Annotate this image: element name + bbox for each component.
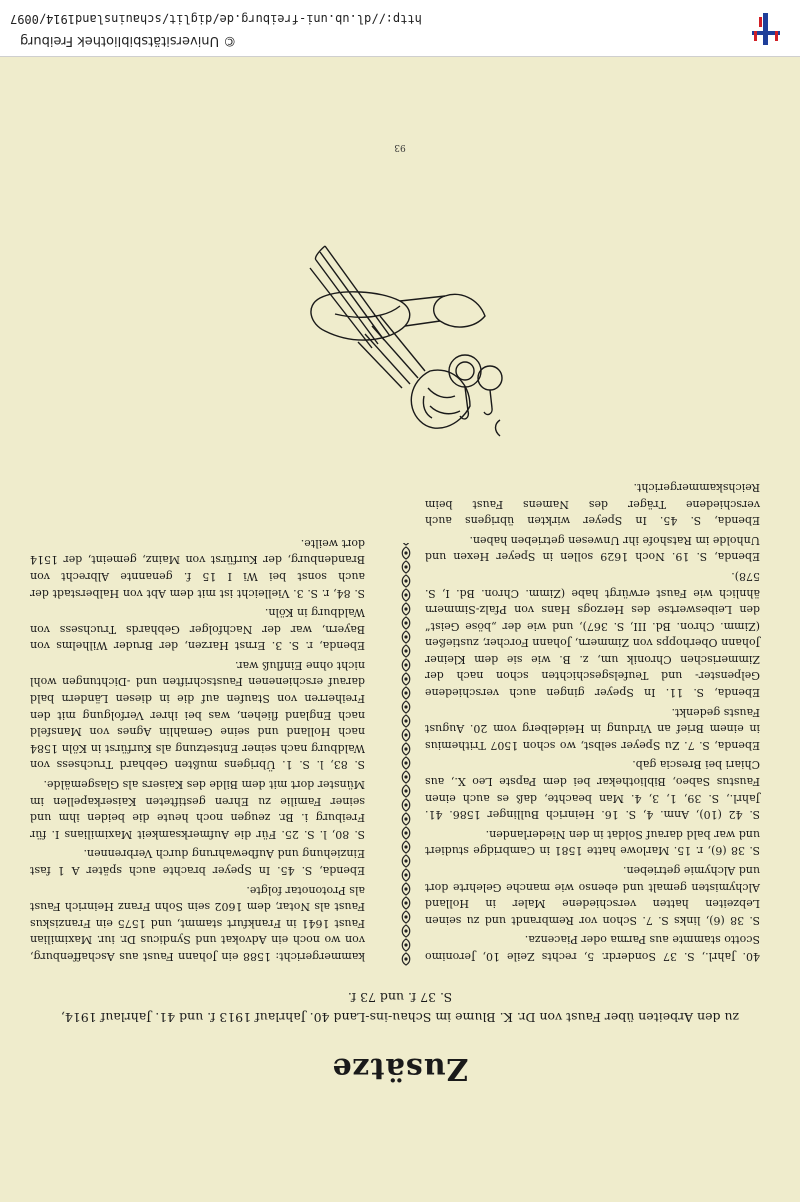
- copyright-credit: © Universitätsbibliothek Freiburg: [20, 33, 237, 48]
- paragraph: S. 42 (10), Anm. 4, S. 16. Heinrich Bullinger 1586. 41. Jahrl., S. 39, 1, 3, 4. Man beachte, daß es auch einen Faustus Sabeo, Bibliothekar bei dem Papste Leo X., aus Chiari bei Brescia gab.: [425, 758, 760, 822]
- paragraph: kammergericht: 1588 ein Johann Faust aus Aschaffenburg, von wo noch ein Advokat und Syndicus Dr. iur. Maximilian Faust 1641 in Frankfurt stammt, und 1575 ein Franziskus Faust als Notar, dem 1602 sein Sohn Franz Heinrich Faust als Protonotar folgte.: [30, 883, 365, 963]
- page-subtitle: zu den Arbeiten über Faust von Dr. K. Blume im Schau-ins-Land 40. Jahrlauf 1913 f. und 41. Jahrlauf 1914, S. 37 f. und 73 f.: [60, 990, 740, 1025]
- paragraph: Ebenda, S. 7. Zu Speyer selbst, wo schon 1507 Trithemius in einem Brief an Virdung in Heidelberg vom 20. August Fausts gedenkt.: [425, 705, 760, 752]
- paragraph: Ebenda, S. 45. In Speyer wirkten übrigens auch verschiedene Träger des Namens Faust beim Reichskammergericht.: [425, 480, 760, 528]
- paragraph: S. 80, l. S. 25. Für die Aufmerksamkeit Maximilians I. für Freiburg i. Br. zeugen noch heute die beiden ihm und seiner Familie zu Ehren gestifteten Kaiserkapellen im Münster dort mit dem Bilde des Kaisers als Glasgemälde.: [30, 778, 365, 841]
- paragraph: S. 38 (6), links S. 7. Schon vor Rembrandt und zu seinen Lebzeiten hatten verschiedene Maler in Holland Alchymisten gemalt und ebenso wie manche Gelehrte dort und Alchymie getrieben.: [425, 864, 760, 927]
- viewer-header: [0, 0, 800, 57]
- scanned-page: [0, 57, 800, 1202]
- ub-freiburg-logo-icon: [746, 9, 786, 49]
- page-title: Zusätze: [331, 1051, 469, 1086]
- left-column: [425, 475, 760, 964]
- paragraph: S. 38 (6), r. 15. Marlowe hatte 1581 in Cambridge studiert und war bald darauf Soldat in den Niederlanden.: [425, 827, 760, 858]
- document-url[interactable]: http://dl.ub.uni-freiburg.de/diglit/schauinsland1914/0097: [10, 12, 422, 26]
- right-column: [30, 531, 365, 964]
- quill-and-scroll-illustration: [280, 216, 530, 466]
- paragraph: Ebenda, S. 11. In Speyer gingen auch verschiedene Gelpenster- und Teufelsgeschichten schon nach der Zimmerischen Chronik um, z. B. wie sie dem Kleiner Johann Oberhopps von Zimmern, Johann Forcher, zustießen (Zimm. Chron. Bd. III, S. 367), und wie der „böse Geist“ den Leibeswertse des Herzogs Hans von Pfalz-Simmern ähnlich wie Faust erwürgt habe (Zimm. Chron. Bd. I, S. 578).: [425, 569, 760, 700]
- paragraph: Ebenda, r. S. 3. Ernst Harzen, der Bruder Wilhelms von Bayern, war der Nachfolger Gebhards Truchsess von Waldburg in Köln.: [30, 606, 365, 653]
- paragraph: S. 83, l. S. 1. Übrigens mußten Gebhard Truchsess von Waldburg nach seiner Entsetzung als Kurfürst in Köln 1584 nach Holland und seine Gemahlin Agnes von Mansfeld nach England fliehen, was bei ihrer Verfolgung mit den Freiherren von Staufen auf die in diesen Ländern bald darauf erschienenen Faustschriften und -Dichtungen wohl nicht ohne Einfluß war.: [30, 658, 365, 772]
- paragraph: 40. Jahrl., S. 37 Sonderdr. 5, rechts Zeile 10, Jeronimo Scotto stammte aus Parma oder Piacenza.: [425, 933, 760, 963]
- page-number: 93: [394, 142, 406, 152]
- decorative-column-divider: [400, 543, 412, 966]
- paragraph: Ebenda, S. 19. Noch 1629 sollen in Speyer Hexen und Unholde im Ratshofe ihr Unwesen getrieben haben.: [425, 533, 760, 564]
- paragraph: Ebenda, S. 45. In Speyer brachte auch später A 1 fast Einziehung und Aufbewahrung durch Verbrennen.: [30, 847, 365, 878]
- paragraph: S. 84, r. S. 3. Vielleicht ist mit dem Abt von Halberstadt der auch sonst bei Wi I 15 f. genannte Albrecht von Brandenburg, der Kurfürst von Mainz, gemeint, der 1514 dort weilte.: [30, 536, 365, 600]
